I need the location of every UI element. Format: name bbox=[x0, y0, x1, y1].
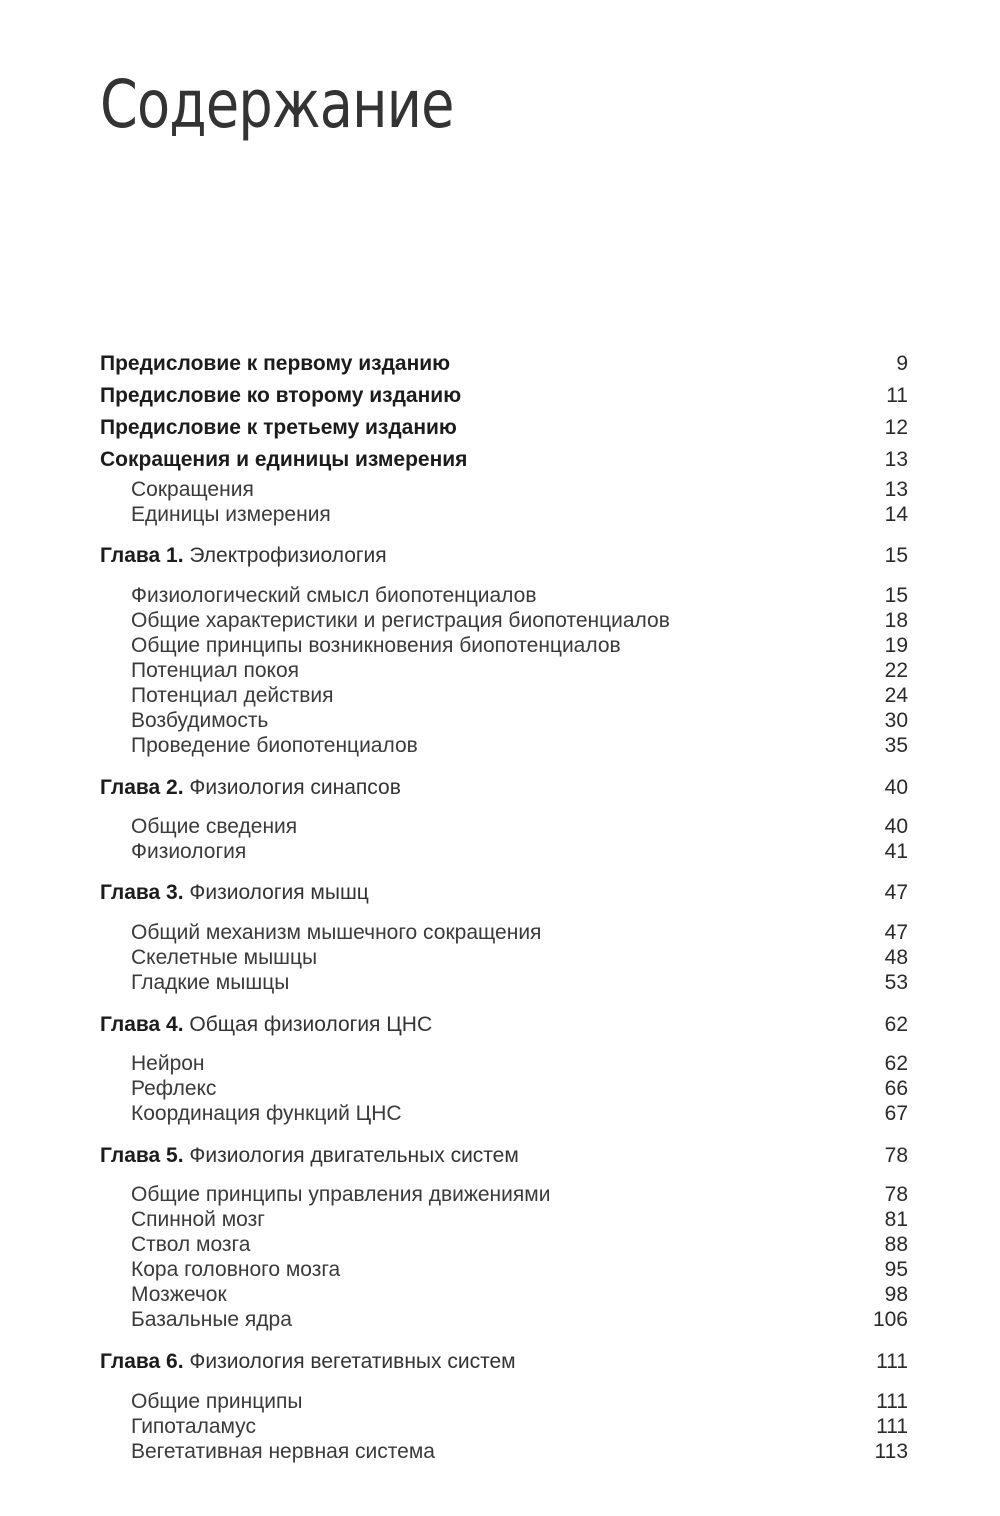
toc-subentry[interactable] bbox=[0, 1076, 1000, 1102]
toc-entry-page: 18 bbox=[884, 609, 908, 632]
toc-entry-page: 22 bbox=[884, 659, 908, 682]
toc-entry-label: Сокращения и единицы измерения bbox=[100, 448, 468, 471]
toc-entry-label: Предисловие к первому изданию bbox=[100, 352, 451, 375]
toc-entry-label: Физиологический смысл биопотенциалов bbox=[131, 584, 537, 607]
chapter-number: Глава 5. bbox=[100, 1144, 184, 1167]
chapter-number: Глава 2. bbox=[100, 776, 184, 799]
toc-chapter-5[interactable] bbox=[0, 1143, 1000, 1169]
toc-entry-label: Проведение биопотенциалов bbox=[131, 734, 418, 757]
toc-subentry[interactable] bbox=[0, 945, 1000, 971]
toc-subentry[interactable] bbox=[0, 633, 1000, 659]
chapter-title: Физиология двигательных систем bbox=[189, 1144, 519, 1167]
chapter-number: Глава 4. bbox=[100, 1013, 184, 1036]
toc-entry-page: 40 bbox=[884, 776, 908, 799]
toc-entry-label: Предисловие к третьему изданию bbox=[100, 416, 457, 439]
toc-subentry[interactable] bbox=[0, 502, 1000, 528]
toc-entry-label: Предисловие ко второму изданию bbox=[100, 384, 462, 407]
toc-subentry[interactable] bbox=[0, 1307, 1000, 1333]
toc-entry-preface-3[interactable] bbox=[0, 415, 1000, 441]
toc-entry-label: Кора головного мозга bbox=[131, 1258, 341, 1281]
toc-entry-label: Физиология bbox=[131, 840, 247, 863]
toc-entry-page: 41 bbox=[884, 840, 908, 863]
toc-entry-page: 78 bbox=[884, 1183, 908, 1206]
toc-subentry[interactable] bbox=[0, 1182, 1000, 1208]
toc-entry-label: Координация функций ЦНС bbox=[131, 1102, 402, 1125]
toc-chapter-label bbox=[100, 775, 401, 801]
page-title: Содержание bbox=[100, 66, 454, 143]
toc-subentry[interactable] bbox=[0, 839, 1000, 865]
chapter-title: Электрофизиология bbox=[189, 544, 387, 567]
toc-subentry[interactable] bbox=[0, 1051, 1000, 1077]
toc-entry-label: Общие принципы возникновения биопотенциалов bbox=[131, 634, 621, 657]
toc-entry-label: Гладкие мышцы bbox=[131, 971, 290, 994]
toc-entry-page: 15 bbox=[884, 584, 908, 607]
toc-entry-page: 12 bbox=[884, 416, 908, 439]
chapter-number: Глава 6. bbox=[100, 1350, 184, 1373]
chapter-title: Физиология вегетативных систем bbox=[189, 1350, 516, 1373]
toc-entry-page: 98 bbox=[884, 1283, 908, 1306]
chapter-title: Физиология мышц bbox=[189, 881, 369, 904]
toc-chapter-4[interactable] bbox=[0, 1012, 1000, 1038]
toc-entry-page: 40 bbox=[884, 815, 908, 838]
toc-subentry[interactable] bbox=[0, 708, 1000, 734]
toc-entry-page: 35 bbox=[884, 734, 908, 757]
toc-entry-label: Общие характеристики и регистрация биопотенциалов bbox=[131, 609, 670, 632]
toc-entry-page: 24 bbox=[884, 684, 908, 707]
chapter-title: Общая физиология ЦНС bbox=[189, 1013, 433, 1036]
toc-entry-label: Единицы измерения bbox=[131, 503, 331, 526]
toc-chapter-label bbox=[100, 1349, 516, 1375]
toc-subentry[interactable] bbox=[0, 814, 1000, 840]
toc-entry-page: 67 bbox=[884, 1102, 908, 1125]
toc-entry-page: 113 bbox=[874, 1440, 908, 1463]
toc-chapter-6[interactable] bbox=[0, 1349, 1000, 1375]
toc-subentry[interactable] bbox=[0, 733, 1000, 759]
toc-entry-abbreviations[interactable] bbox=[0, 447, 1000, 473]
toc-entry-label: Сокращения bbox=[131, 478, 254, 501]
toc-subentry[interactable] bbox=[0, 1389, 1000, 1415]
toc-entry-label: Общие принципы bbox=[131, 1390, 303, 1413]
toc-entry-page: 13 bbox=[884, 478, 908, 501]
toc-subentry[interactable] bbox=[0, 1414, 1000, 1440]
toc-subentry[interactable] bbox=[0, 1439, 1000, 1465]
toc-entry-page: 88 bbox=[884, 1233, 908, 1256]
toc-entry-label: Общие сведения bbox=[131, 815, 298, 838]
toc-entry-label: Возбудимость bbox=[131, 709, 269, 732]
toc-entry-page: 48 bbox=[884, 946, 908, 969]
toc-entry-label: Мозжечок bbox=[131, 1283, 227, 1306]
toc-chapter-label bbox=[100, 543, 387, 569]
toc-entry-page: 9 bbox=[896, 352, 908, 375]
toc-entry-page: 111 bbox=[876, 1415, 908, 1438]
toc-chapter-label bbox=[100, 880, 369, 906]
toc-entry-preface-1[interactable] bbox=[0, 351, 1000, 377]
toc-entry-label: Потенциал покоя bbox=[131, 659, 300, 682]
toc-entry-page: 111 bbox=[876, 1350, 908, 1373]
toc-subentry[interactable] bbox=[0, 477, 1000, 503]
toc-subentry[interactable] bbox=[0, 1257, 1000, 1283]
toc-entry-label: Общие принципы управления движениями bbox=[131, 1183, 551, 1206]
toc-entry-label: Общий механизм мышечного сокращения bbox=[131, 921, 542, 944]
toc-entry-label: Рефлекс bbox=[131, 1077, 217, 1100]
toc-entry-page: 81 bbox=[884, 1208, 908, 1231]
chapter-title: Физиология синапсов bbox=[189, 776, 401, 799]
toc-entry-page: 111 bbox=[876, 1390, 908, 1413]
toc-subentry[interactable] bbox=[0, 920, 1000, 946]
toc-entry-page: 14 bbox=[884, 503, 908, 526]
toc-subentry[interactable] bbox=[0, 583, 1000, 609]
toc-entry-label: Нейрон bbox=[131, 1052, 205, 1075]
toc-subentry[interactable] bbox=[0, 658, 1000, 684]
toc-entry-label: Скелетные мышцы bbox=[131, 946, 318, 969]
toc-entry-label: Вегетативная нервная система bbox=[131, 1440, 435, 1463]
toc-entry-label: Спинной мозг bbox=[131, 1208, 265, 1231]
toc-entry-label: Потенциал действия bbox=[131, 684, 334, 707]
toc-entry-page: 53 bbox=[884, 971, 908, 994]
toc-entry-label: Гипоталамус bbox=[131, 1415, 256, 1438]
toc-entry-page: 62 bbox=[884, 1013, 908, 1036]
toc-chapter-label bbox=[100, 1012, 432, 1038]
toc-entry-page: 19 bbox=[884, 634, 908, 657]
toc-subentry[interactable] bbox=[0, 1207, 1000, 1233]
toc-entry-page: 13 bbox=[884, 448, 908, 471]
toc-subentry[interactable] bbox=[0, 970, 1000, 996]
toc-subentry[interactable] bbox=[0, 683, 1000, 709]
toc-entry-page: 11 bbox=[886, 384, 908, 407]
toc-entry-preface-2[interactable] bbox=[0, 383, 1000, 409]
toc-chapter-2[interactable] bbox=[0, 775, 1000, 801]
toc-subentry[interactable] bbox=[0, 1282, 1000, 1308]
toc-entry-page: 95 bbox=[884, 1258, 908, 1281]
toc-entry-page: 106 bbox=[872, 1308, 908, 1331]
toc-chapter-1[interactable] bbox=[0, 543, 1000, 569]
toc-subentry[interactable] bbox=[0, 1101, 1000, 1127]
toc-entry-page: 47 bbox=[884, 921, 908, 944]
toc-chapter-3[interactable] bbox=[0, 880, 1000, 906]
toc-entry-page: 62 bbox=[884, 1052, 908, 1075]
toc-subentry[interactable] bbox=[0, 608, 1000, 634]
toc-entry-page: 30 bbox=[884, 709, 908, 732]
toc-entry-page: 15 bbox=[884, 544, 908, 567]
toc-entry-page: 66 bbox=[884, 1077, 908, 1100]
toc-subentry[interactable] bbox=[0, 1232, 1000, 1258]
toc-entry-page: 47 bbox=[884, 881, 908, 904]
toc-entry-label: Базальные ядра bbox=[131, 1308, 292, 1331]
chapter-number: Глава 1. bbox=[100, 544, 184, 567]
toc-entry-page: 78 bbox=[884, 1144, 908, 1167]
toc-entry-label: Ствол мозга bbox=[131, 1233, 251, 1256]
toc-chapter-label bbox=[100, 1143, 519, 1169]
chapter-number: Глава 3. bbox=[100, 881, 184, 904]
